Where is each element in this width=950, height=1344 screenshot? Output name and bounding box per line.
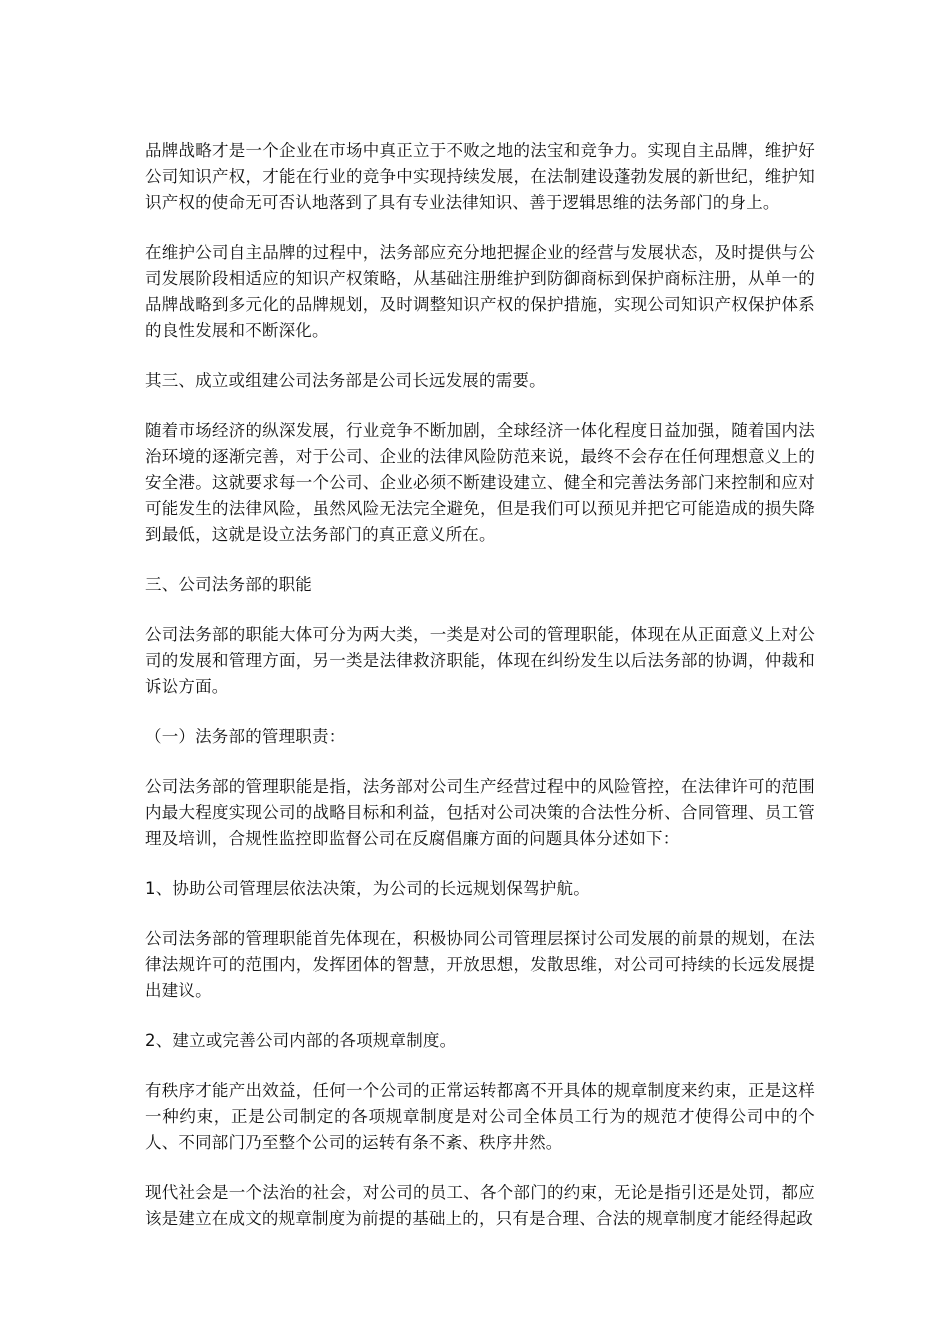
paragraph-rules-order: 有秩序才能产出效益，任何一个公司的正常运转都离不开具体的规章制度来约束，正是这样一种约束，正是公司制定的各项规章制度是对公司全体员工行为的规范才使得公司中的个人、不同部门乃至整个公司的运转有条不紊、秩序井然。 (145, 1081, 815, 1152)
paragraph-rule-of-law: 现代社会是一个法治的社会，对公司的员工、各个部门的约束，无论是指引还是处罚，都应该是建立在成文的规章制度为前提的基础上的，只有是合理、合法的规章制度才能经得起政 (145, 1183, 815, 1228)
section-heading-legal-functions: 三、公司法务部的职能 (145, 575, 312, 594)
subheading-management-duties: （一）法务部的管理职责： (145, 727, 346, 746)
paragraph-decision-support: 公司法务部的管理职能首先体现在，积极协同公司管理层探讨公司发展的前景的规划，在法律法规许可的范围内，发挥团体的智慧，开放思想，发散思维，对公司可持续的长远发展提出建议。 (145, 929, 815, 1000)
paragraph-brand-strategy: 品牌战略才是一个企业在市场中真正立于不败之地的法宝和竞争力。实现自主品牌，维护好公司知识产权，才能在行业的竞争中实现持续发展，在法制建设蓬勃发展的新世纪，维护知识产权的使命无可否认地落到了具有专业法律知识、善于逻辑思维的法务部门的身上。 (145, 141, 815, 212)
paragraph-market-development: 随着市场经济的纵深发展，行业竞争不断加剧，全球经济一体化程度日益加强，随着国内法治环境的逐渐完善，对于公司、企业的法律风险防范来说，最终不会存在任何理想意义上的安全港。这就要求每一个公司、企业必须不断建设建立、健全和完善法务部门来控制和应对可能发生的法律风险，虽然风险无法完全避免，但是我们可以预见并把它可能造成的损失降到最低，这就是设立法务部门的真正意义所在。 (145, 421, 815, 544)
paragraph-management-duties: 公司法务部的管理职能是指，法务部对公司生产经营过程中的风险管控，在法律许可的范围内最大程度实现公司的战略目标和利益，包括对公司决策的合法性分析、合同管理、员工管理及培训，合规性监控即监督公司在反腐倡廉方面的问题具体分述如下： (145, 777, 815, 848)
list-item-2-heading: 2、建立或完善公司内部的各项规章制度。 (145, 1031, 457, 1050)
document-body (145, 138, 815, 1256)
paragraph-function-overview: 公司法务部的职能大体可分为两大类，一类是对公司的管理职能，体现在从正面意义上对公司的发展和管理方面，另一类是法律救济职能，体现在纠纷发生以后法务部的协调，仲裁和诉讼方面。 (145, 625, 815, 696)
heading-point-three: 其三、成立或组建公司法务部是公司长远发展的需要。 (145, 371, 546, 390)
list-item-1-heading: 1、协助公司管理层依法决策，为公司的长远规划保驾护航。 (145, 879, 590, 898)
paragraph-ip-maintenance: 在维护公司自主品牌的过程中，法务部应充分地把握企业的经营与发展状态，及时提供与公司发展阶段相适应的知识产权策略，从基础注册维护到防御商标到保护商标注册，从单一的品牌战略到多元化的品牌规划，及时调整知识产权的保护措施，实现公司知识产权保护体系的良性发展和不断深化。 (145, 243, 815, 340)
